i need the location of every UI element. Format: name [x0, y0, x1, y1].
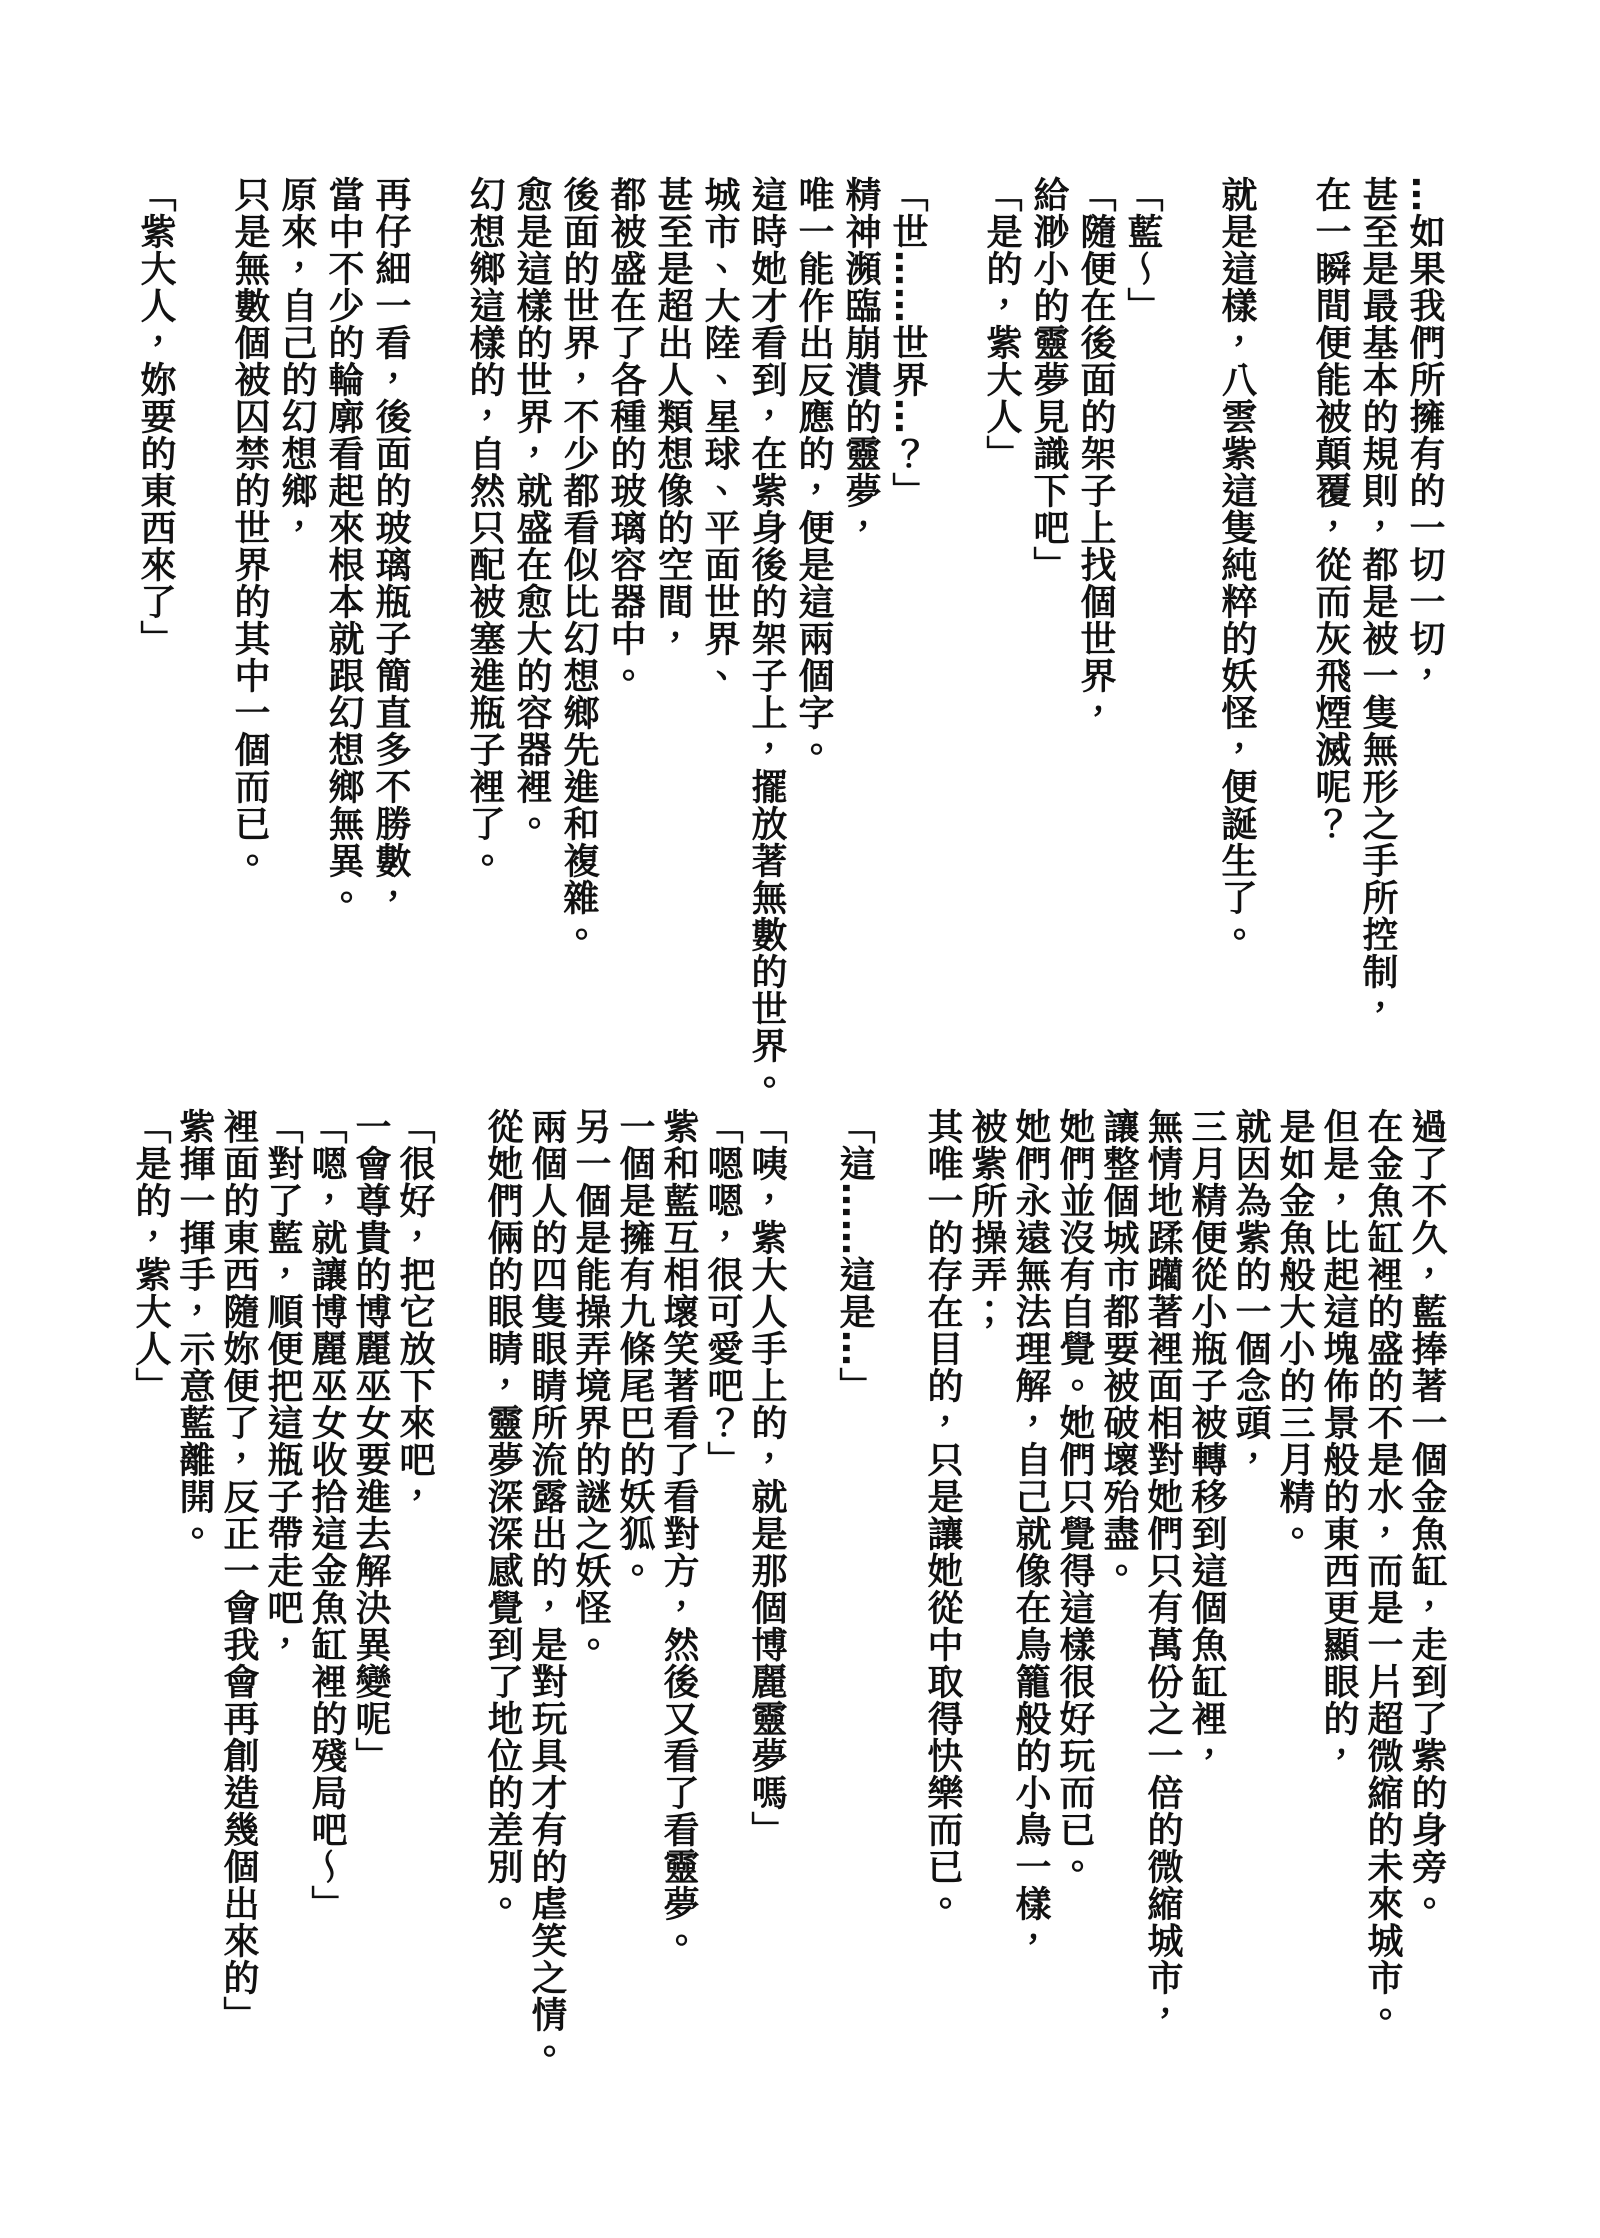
text-line: 過了不久，藍捧著一個金魚缸，走到了紫的身旁。 — [1406, 1108, 1447, 1922]
text-line: 在一瞬間便能被顛覆，從而灰飛煙滅呢？ — [1310, 176, 1351, 842]
text-line: 後面的世界，不少都看似比幻想鄉先進和複雜。 — [558, 176, 599, 953]
blank-line — [179, 176, 226, 1124]
text-line: 「隨便在後面的架子上找個世界， — [1075, 176, 1116, 731]
text-line: 這時她才看到，在紫身後的架子上，擺放著無數的世界。 — [746, 176, 787, 1101]
text-line: …如果我們所擁有的一切一切， — [1404, 176, 1445, 694]
blank-line — [1260, 176, 1307, 1124]
text-line: 在金魚缸裡的盛的不是水，而是一片超微縮的未來城市。 — [1362, 1108, 1403, 2033]
text-line: 三月精便從小瓶子被轉移到這個魚缸裡， — [1186, 1108, 1227, 1774]
text-line: 但是，比起這塊佈景般的東西更顯眼的， — [1318, 1108, 1359, 1774]
text-line: 給渺小的靈夢見識下吧」 — [1028, 176, 1069, 583]
text-line: 愈是這樣的世界，就盛在愈大的容器裡。 — [511, 176, 552, 842]
text-line: 幻想鄉這樣的，自然只配被塞進瓶子裡了。 — [464, 176, 505, 879]
text-line: 再仔細一看，後面的玻璃瓶子簡直多不勝數， — [370, 176, 411, 916]
text-line: 「嗯，就讓博麗巫女收拾這金魚缸裡的殘局吧～」 — [306, 1108, 347, 1922]
blank-line — [414, 176, 461, 1124]
narrative-top-block — [132, 176, 1448, 1124]
blank-line — [788, 1108, 832, 2100]
narrative-bottom-block — [128, 1108, 1448, 2100]
text-line: 「對了藍，順便把這瓶子帶走吧， — [262, 1108, 303, 1663]
text-line: 唯一能作出反應的，便是這兩個字。 — [793, 176, 834, 768]
text-line: 是如金魚般大小的三月精。 — [1274, 1108, 1315, 1552]
blank-line — [931, 176, 978, 1124]
text-line: 紫揮一揮手，示意藍離開。 — [174, 1108, 215, 1552]
text-line: 就因為紫的一個念頭， — [1230, 1108, 1271, 1478]
text-line: 她們永遠無法理解，自己就像在鳥籠般的小鳥一樣， — [1010, 1108, 1051, 1959]
text-line: 「很好，把它放下來吧， — [394, 1108, 435, 1515]
text-line: 讓整個城市都要被破壞殆盡。 — [1098, 1108, 1139, 1589]
text-line: 「嗯嗯，很可愛吧？」 — [702, 1108, 743, 1478]
text-line: 兩個人的四隻眼睛所流露出的，是對玩具才有的虐笑之情。 — [526, 1108, 567, 2070]
text-line: 甚至是最基本的規則，都是被一隻無形之手所控制， — [1357, 176, 1398, 1027]
text-line: 裡面的東西隨妳便了，反正一會我會再創造幾個出來的」 — [218, 1108, 259, 2033]
text-line: 「是的，紫大人」 — [981, 176, 1022, 472]
blank-line — [876, 1108, 920, 2100]
blank-line — [436, 1108, 480, 2100]
text-line: 甚至是超出人類想像的空間， — [652, 176, 693, 657]
text-line: 「咦，紫大人手上的，就是那個博麗靈夢嗎」 — [746, 1108, 787, 1848]
text-line: 城市、大陸、星球、平面世界、 — [699, 176, 740, 694]
text-line: 只是無數個被囚禁的世界的其中一個而已。 — [229, 176, 270, 879]
text-line: 都被盛在了各種的玻璃容器中。 — [605, 176, 646, 694]
text-line: 「紫大人，妳要的東西來了」 — [135, 176, 176, 657]
text-line: 其唯一的存在目的，只是讓她從中取得快樂而已。 — [922, 1108, 963, 1922]
text-line: 被紫所操弄； — [966, 1108, 1007, 1330]
text-line: 她們並沒有自覺。她們只覺得這樣很好玩而已。 — [1054, 1108, 1095, 1885]
text-line: 「這……這是…」 — [834, 1108, 875, 1404]
blank-line — [1166, 176, 1213, 1124]
text-line: 當中不少的輪廓看起來根本就跟幻想鄉無異。 — [323, 176, 364, 916]
text-line: 另一個是能操弄境界的謎之妖怪。 — [570, 1108, 611, 1663]
text-line: 無情地蹂躪著裡面相對她們只有萬份之一倍的微縮城市， — [1142, 1108, 1183, 2033]
text-line: 原來，自己的幻想鄉， — [276, 176, 317, 546]
text-line: 「藍～」 — [1122, 176, 1163, 324]
text-line: 「是的，紫大人」 — [130, 1108, 171, 1404]
text-line: 「世……世界…？」 — [887, 176, 928, 509]
text-line: 一會尊貴的博麗巫女要進去解決異變呢」 — [350, 1108, 391, 1774]
text-line: 從她們倆的眼睛，靈夢深深感覺到了地位的差別。 — [482, 1108, 523, 1922]
text-line: 紫和藍互相壞笑著看了看對方，然後又看了看靈夢。 — [658, 1108, 699, 1959]
text-line: 就是這樣，八雲紫這隻純粹的妖怪，便誕生了。 — [1216, 176, 1257, 953]
text-line: 精神瀕臨崩潰的靈夢， — [840, 176, 881, 546]
text-line: 一個是擁有九條尾巴的妖狐。 — [614, 1108, 655, 1589]
